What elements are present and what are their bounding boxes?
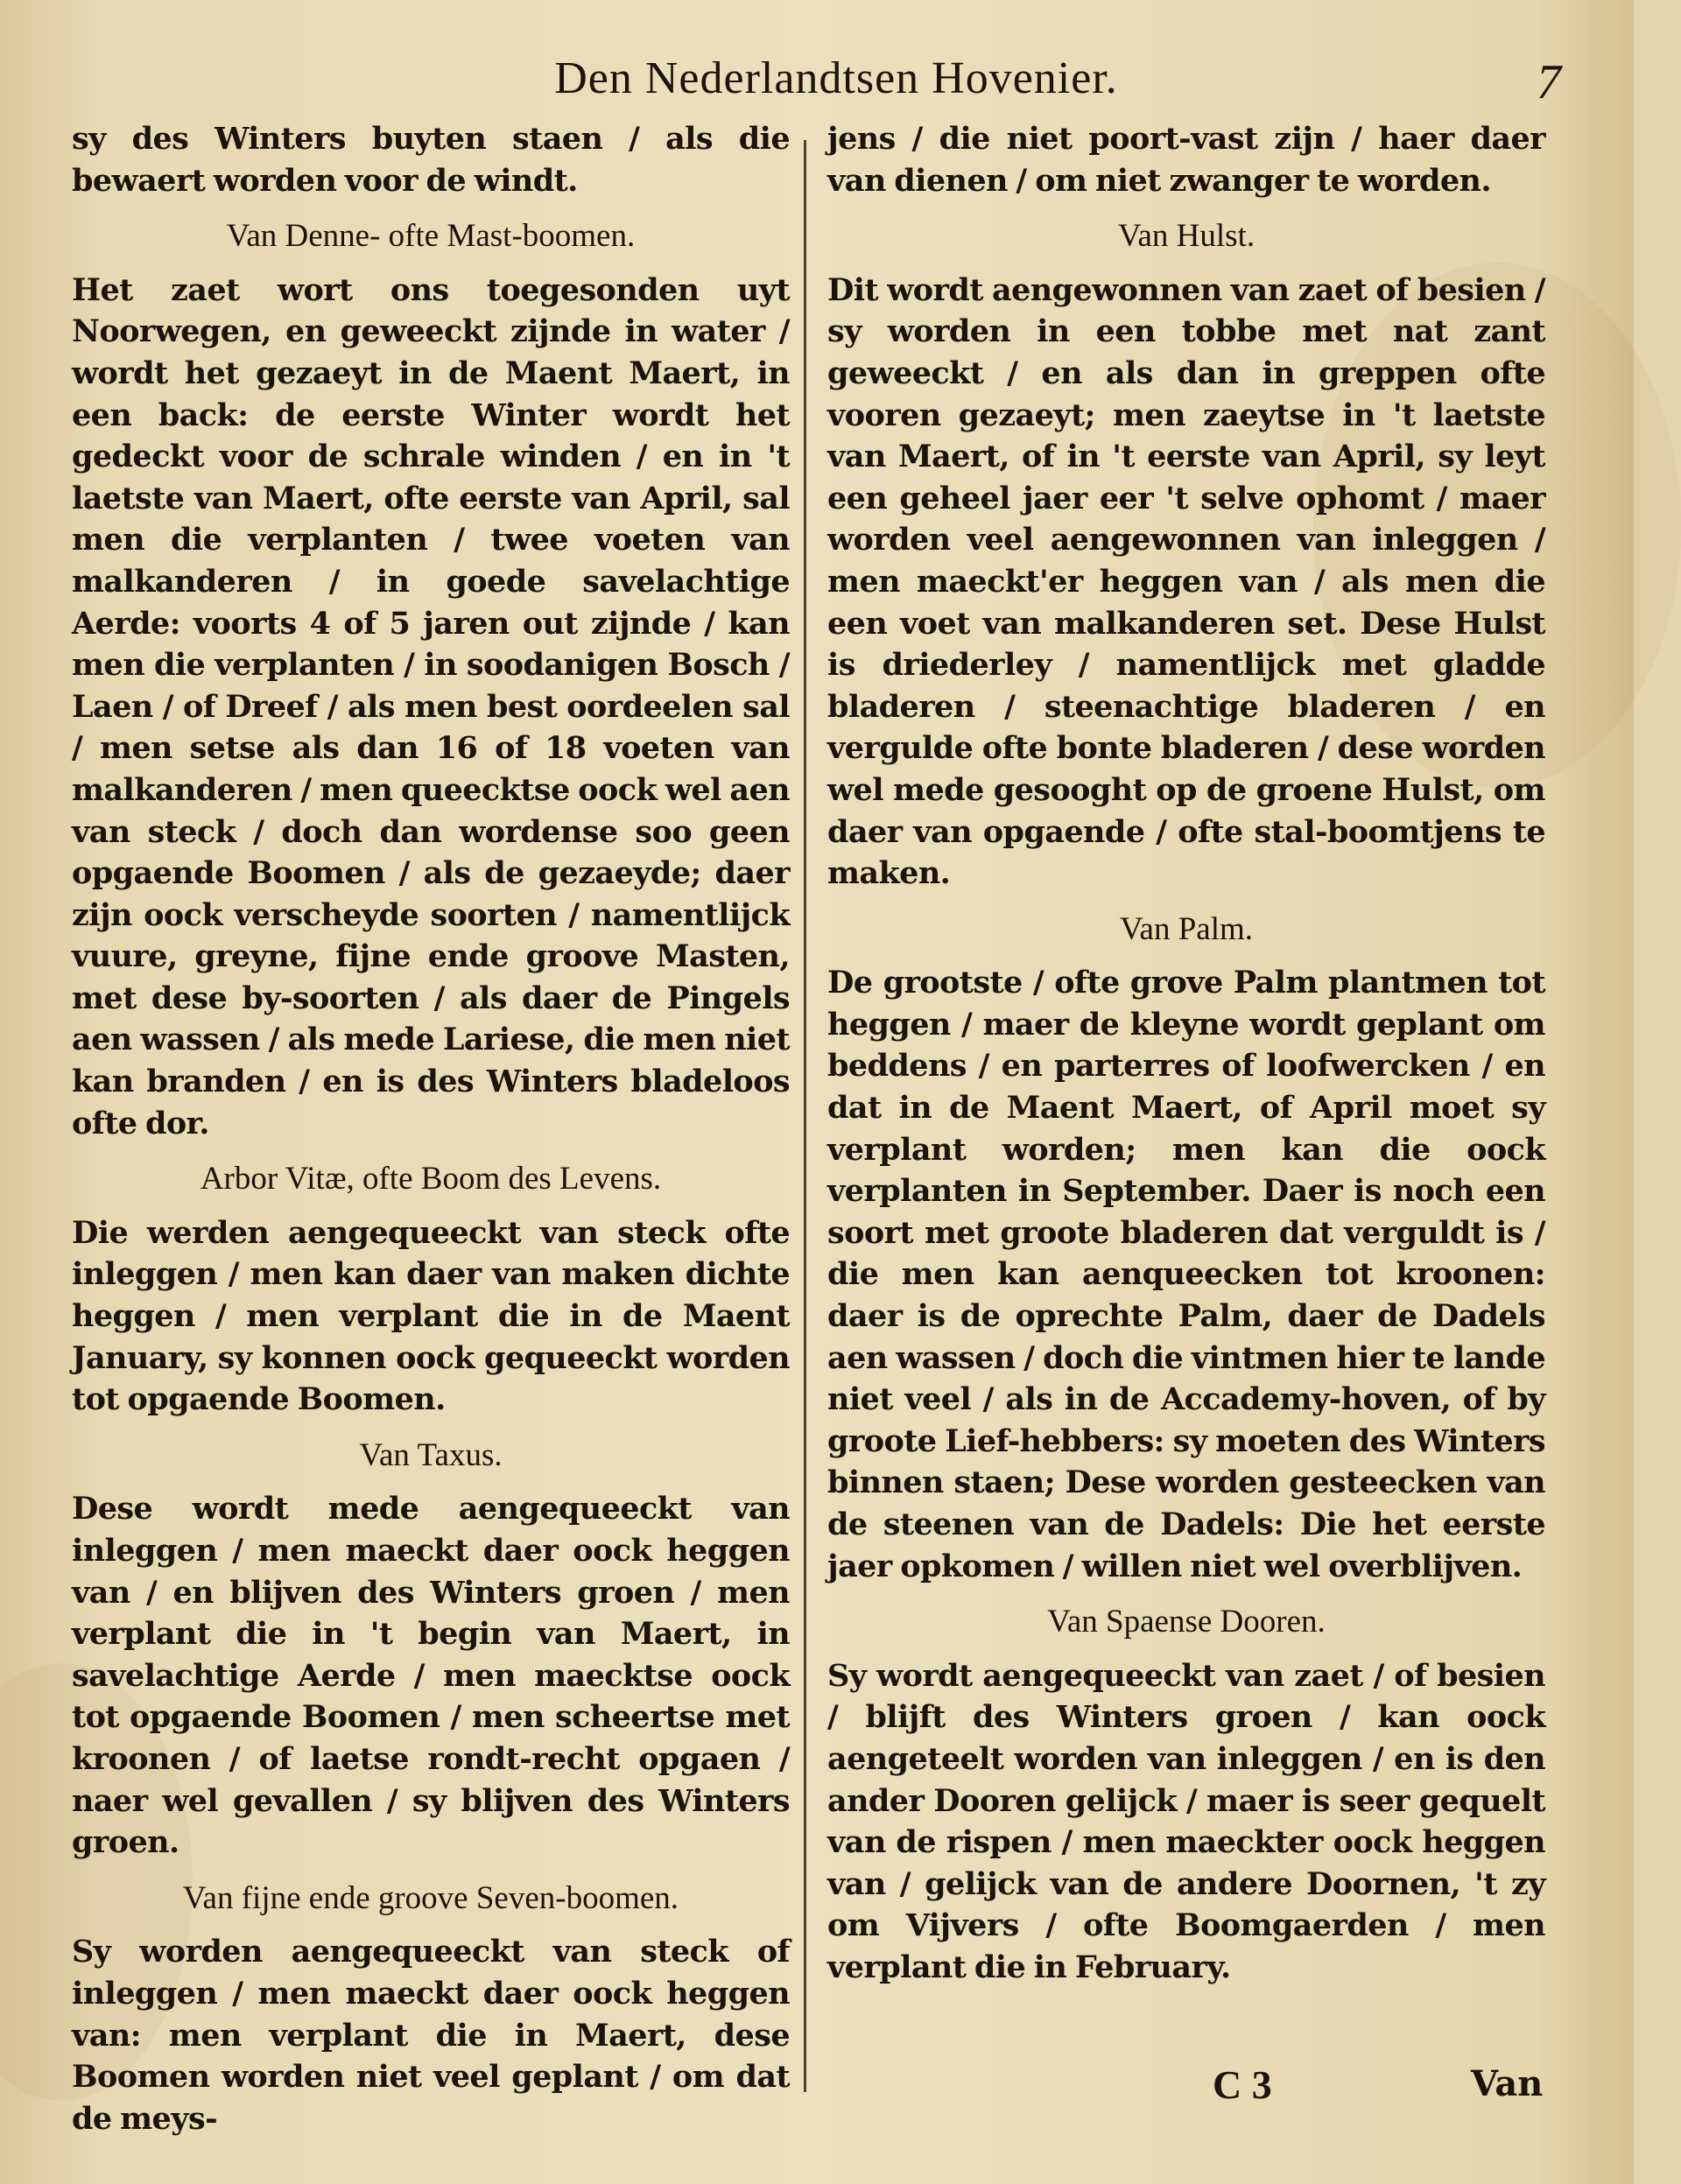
- left-intro-paragraph: sy des Winters buyten staen / als die bewaert worden voor de windt.: [72, 121, 790, 199]
- section-heading-palm: Van Palm.: [1119, 910, 1254, 947]
- section-text-arbor-vitae: Die werden aengequeeckt van steck ofte inleggen / men kan daer van maken dichte heggen / men verplant die in de Maent January, sy konnen oock gequeeckt worden tot opgaende Boomen.: [72, 1214, 790, 1418]
- section-text-seven-boomen: Sy worden aengequeeckt van steck of inleggen / men maeckt daer oock heggen van: men verplant die in Maert, dese Boomen worden niet veel geplant / om dat de meys-: [72, 1934, 790, 2137]
- section-heading-hulst: Van Hulst.: [1117, 218, 1255, 255]
- section-text-hulst: Dit wordt aengewonnen van zaet of besien / sy worden in een tobbe met nat zant geweeckt / en als dan in greppen ofte vooren gezaeyt; men zaeytse in 't laetste van Maert, of in 't eerste van April, sy leyt een geheel jaer eer 't selve ophomt / maer worden veel aengewonnen van inleggen / men maeckt'er heggen van / als men die een voet van malkanderen set. Dese Hulst is driederley / namentlijck met gladde bladeren / steenachtige bladeren / en vergulde ofte bonte bladeren / dese worden wel mede gesooght op de groene Hulst, om daer van opgaende / ofte stal-boomtjens te maken.: [827, 271, 1545, 892]
- section-text-spaense-dooren: Sy wordt aengequeeckt van zaet / of besien / blijft des Winters groen / kan oock aengeteelt worden van inleggen / en is den ander Dooren gelijck / maer is seer gequelt van de rispen / men maeckter oock heggen van / gelijck van de andere Doornen, 't zy om Vijvers / ofte Boomgaerden / men verplant die in February.: [827, 1657, 1545, 1985]
- right-column: [827, 118, 1545, 1985]
- section-heading-denne: Van Denne- ofte Mast-boomen.: [226, 218, 636, 255]
- signature-mark: C 3: [1213, 2062, 1272, 2107]
- catchword: Van: [1471, 2063, 1544, 2104]
- section-heading-seven-boomen: Van fijne ende groove Seven-boomen.: [182, 1879, 679, 1916]
- section-text-palm: De grootste / ofte grove Palm plantmen tot heggen / maer de kleyne wordt geplant om beddens / en parterres of loofwercken / en dat in de Maent Maert, of April moet sy verplant worden; men kan die oock verplanten in September. Daer is noch een soort met groote bladeren dat verguldt is / die men kan aenqueecken tot kroonen: daer is de oprechte Palm, daer de Dadels aen wassen / doch die vintmen hier te lande niet veel / als in de Accademy-hoven, of by groote Lief-hebbers: sy moeten des Winters binnen staen; Dese worden gesteecken van de steenen van de Dadels: Die het eerste jaer opkomen / willen niet wel overblijven.: [827, 965, 1545, 1584]
- section-heading-taxus: Van Taxus.: [359, 1436, 503, 1473]
- running-title: Den Nederlandtsen Hovenier.: [554, 53, 1118, 103]
- right-intro-paragraph: jens / die niet poort-vast zijn / haer daer van dienen / om niet zwanger te worden.: [827, 121, 1545, 199]
- column-divider: [804, 140, 806, 2092]
- left-column: [72, 118, 790, 2137]
- section-text-taxus: Dese wordt mede aengequeeckt van inleggen / men maeckt daer oock heggen van / en blijven des Winters groen / men verplant die in 't begin van Maert, in savelachtige Aerde / men maecktse oock tot opgaende Boomen / men scheertse met kroonen / of laetse rondt-recht opgaen / naer wel gevallen / sy blijven des Winters groen.: [72, 1491, 790, 1861]
- page-number: 7: [1537, 55, 1561, 109]
- section-heading-arbor-vitae: Arbor Vitæ, ofte Boom des Levens.: [200, 1161, 662, 1197]
- section-heading-spaense-dooren: Van Spaense Dooren.: [1047, 1604, 1326, 1640]
- section-text-denne: Het zaet wort ons toegesonden uyt Noorwegen, en geweeckt zijnde in water / wordt het gezaeyt in de Maent Maert, in een back: de eerste Winter wordt het gedeckt voor de schrale winden / en in 't laetste van Maert, ofte eerste van April, sal men die verplanten / twee voeten van malkanderen / in goede savelachtige Aerde: voorts 4 of 5 jaren out zijnde / kan men die verplanten / in soodanigen Bosch / Laen / of Dreef / als men best oordeelen sal / men setse als dan 16 of 18 voeten van malkanderen / men queecktse oock wel aen van steck / doch dan wordense soo geen opgaende Boomen / als de gezaeyde; daer zijn oock verscheyde soorten / namentlijck vuure, greyne, fijne ende groove Masten, met dese by-soorten / als daer de Pingels aen wassen / als mede Lariese, die men niet kan branden / en is des Winters bladeloos ofte dor.: [72, 271, 790, 1141]
